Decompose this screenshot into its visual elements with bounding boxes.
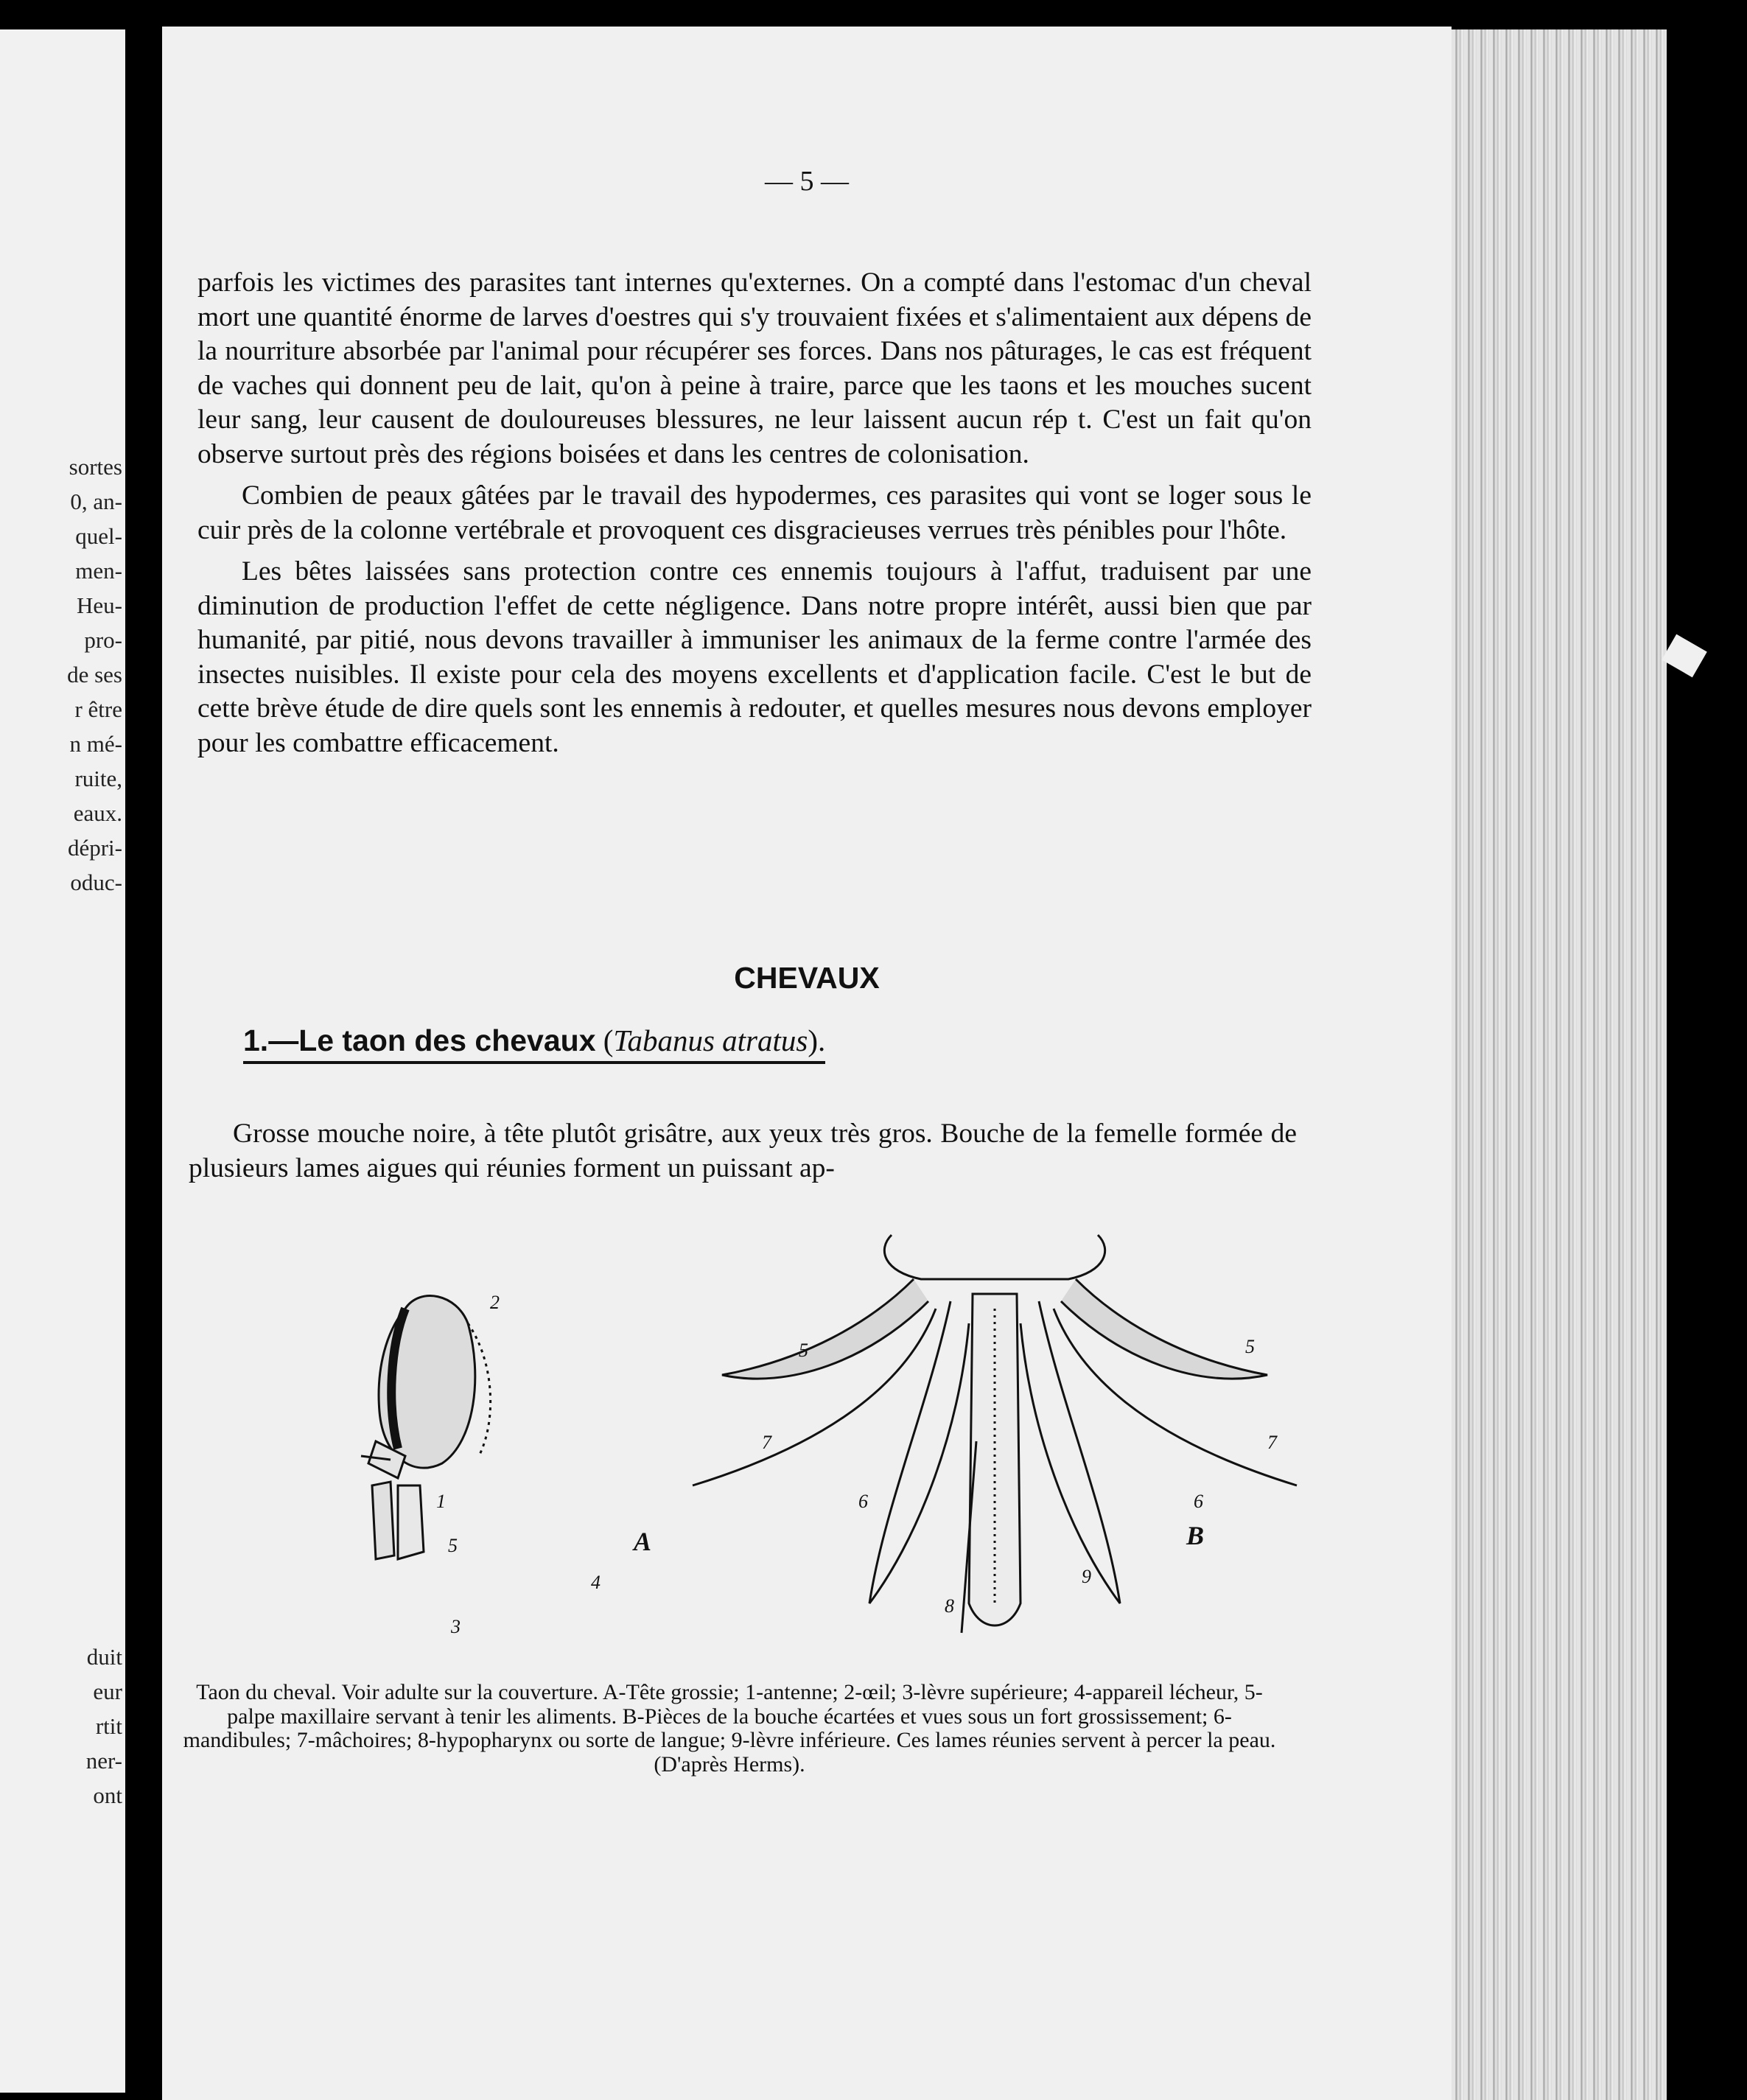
- left-fragment-line: ner-: [85, 1748, 122, 1774]
- left-fragment-line: duit: [86, 1644, 122, 1670]
- fig-label: 9: [1082, 1566, 1091, 1587]
- left-fragment-line: r être: [74, 696, 122, 722]
- figure-a-head: [361, 1296, 491, 1559]
- left-fragment-line: ruite,: [74, 766, 122, 791]
- book-edge-shadow: [1667, 29, 1747, 2100]
- paragraph: Les bêtes laissées sans protection contre ces ennemis toujours à l'affut, traduisent par une diminution de production l'effet de cette négligence. Dans notre propre intérêt, aussi bien que par humanité, par pitié, nous devons travailler à immuniser les animaux de la ferme contre l'armée des insectes nuisibles. Il existe pour cela des moyens excellents et d'application facile. C'est le but de cette brève étude de dire quels sont les ennemis à redouter, et quelles mesures nous devons employer pour les combattre efficacement.: [197, 556, 1312, 758]
- subheading-title: 1.—Le taon des chevaux: [243, 1023, 596, 1057]
- fig-label: 5: [1245, 1336, 1255, 1357]
- left-fragment-line: rtit: [95, 1713, 122, 1739]
- description-text: [189, 1117, 1297, 1186]
- fig-label: 5: [799, 1340, 808, 1361]
- left-page-fragment: [0, 29, 125, 2093]
- left-fragment-line: sortes: [69, 454, 122, 480]
- left-fragment-line: n mé-: [69, 731, 122, 757]
- fig-label: 3: [451, 1616, 461, 1637]
- fig-label: 7: [1267, 1432, 1277, 1453]
- fig-label: 7: [762, 1432, 771, 1453]
- fig-label: A: [634, 1527, 652, 1556]
- left-fragment-line: dépri-: [67, 835, 122, 861]
- left-fragment-line: men-: [75, 558, 122, 584]
- fig-label: 5: [448, 1535, 458, 1556]
- latin-name: Tabanus atratus: [613, 1023, 808, 1057]
- left-fragment-line: 0, an-: [70, 489, 122, 514]
- left-fragment-line: quel-: [75, 523, 122, 549]
- left-fragment-line: Heu-: [77, 592, 122, 618]
- left-fragment-line: eaux.: [73, 800, 122, 826]
- left-fragment-line: eur: [93, 1679, 122, 1704]
- body-text: [197, 266, 1312, 760]
- fig-label: 6: [858, 1491, 868, 1512]
- page-number: — 5 —: [765, 166, 849, 197]
- fig-label: 2: [490, 1292, 500, 1313]
- section-heading: CHEVAUX: [734, 961, 880, 995]
- fig-label: 8: [945, 1595, 954, 1617]
- paragraph: Grosse mouche noire, à tête plutôt grisâtre, aux yeux très gros. Bouche de la femelle formée de plusieurs lames aigues qui réunies forment un puissant ap-: [189, 1119, 1297, 1183]
- subheading: 1.—Le taon des chevaux (Tabanus atratus).: [243, 1023, 825, 1064]
- figure-b-mouthparts: [693, 1235, 1297, 1633]
- page-stack-edges: [1452, 29, 1667, 2100]
- book-gutter: [125, 0, 164, 2100]
- fig-label: 4: [591, 1572, 601, 1593]
- left-fragment-line: pro-: [84, 627, 122, 653]
- paragraph: parfois les victimes des parasites tant internes qu'externes. On a compté dans l'estomac d'un cheval mort une quantité énorme de larves d'oestres qui s'y trouvaient fixées et s'alimentaient aux dépens de la nourriture absorbée par l'animal pour récupérer ses forces. Dans nos pâturages, le cas est fréquent de vaches qui donnent peu de lait, qu'on à peine à traire, parce que les taons et les mouches sucent leur sang, leur causent de douloureuses blessures, ne leur laissent aucun rép t. C'est un fait qu'on observe surtout près des régions boisées et dans les centres de colonisation.: [197, 267, 1312, 469]
- fig-label: B: [1186, 1521, 1205, 1550]
- fig-label: 6: [1194, 1491, 1203, 1512]
- figure-caption: Taon du cheval. Voir adulte sur la couverture. A-Tête grossie; 1-antenne; 2-œil; 3-lèvre supérieure; 4-appareil lécheur, 5-palpe maxillaire servant à tenir les aliments. B-Pièces de la bouche écartées et vues sous un fort grossissement; 6-mandibules; 7-mâchoires; 8-hypopharynx ou sorte de langue; 9-lèvre inférieure. Ces lames réunies servent à percer la peau. (D'après Herms).: [183, 1680, 1276, 1777]
- left-fragment-line: oduc-: [70, 869, 122, 895]
- page: [162, 27, 1452, 2100]
- figure-tabanus-mouthparts: [309, 1220, 1356, 1692]
- fig-label: 1: [436, 1491, 446, 1512]
- paragraph: Combien de peaux gâtées par le travail des hypodermes, ces parasites qui vont se loger sous le cuir près de la colonne vertébrale et provoquent ces disgracieuses verrues très pénibles pour l'hôte.: [197, 480, 1312, 545]
- left-fragment-line: ont: [93, 1782, 122, 1808]
- left-fragment-line: de ses: [67, 662, 122, 687]
